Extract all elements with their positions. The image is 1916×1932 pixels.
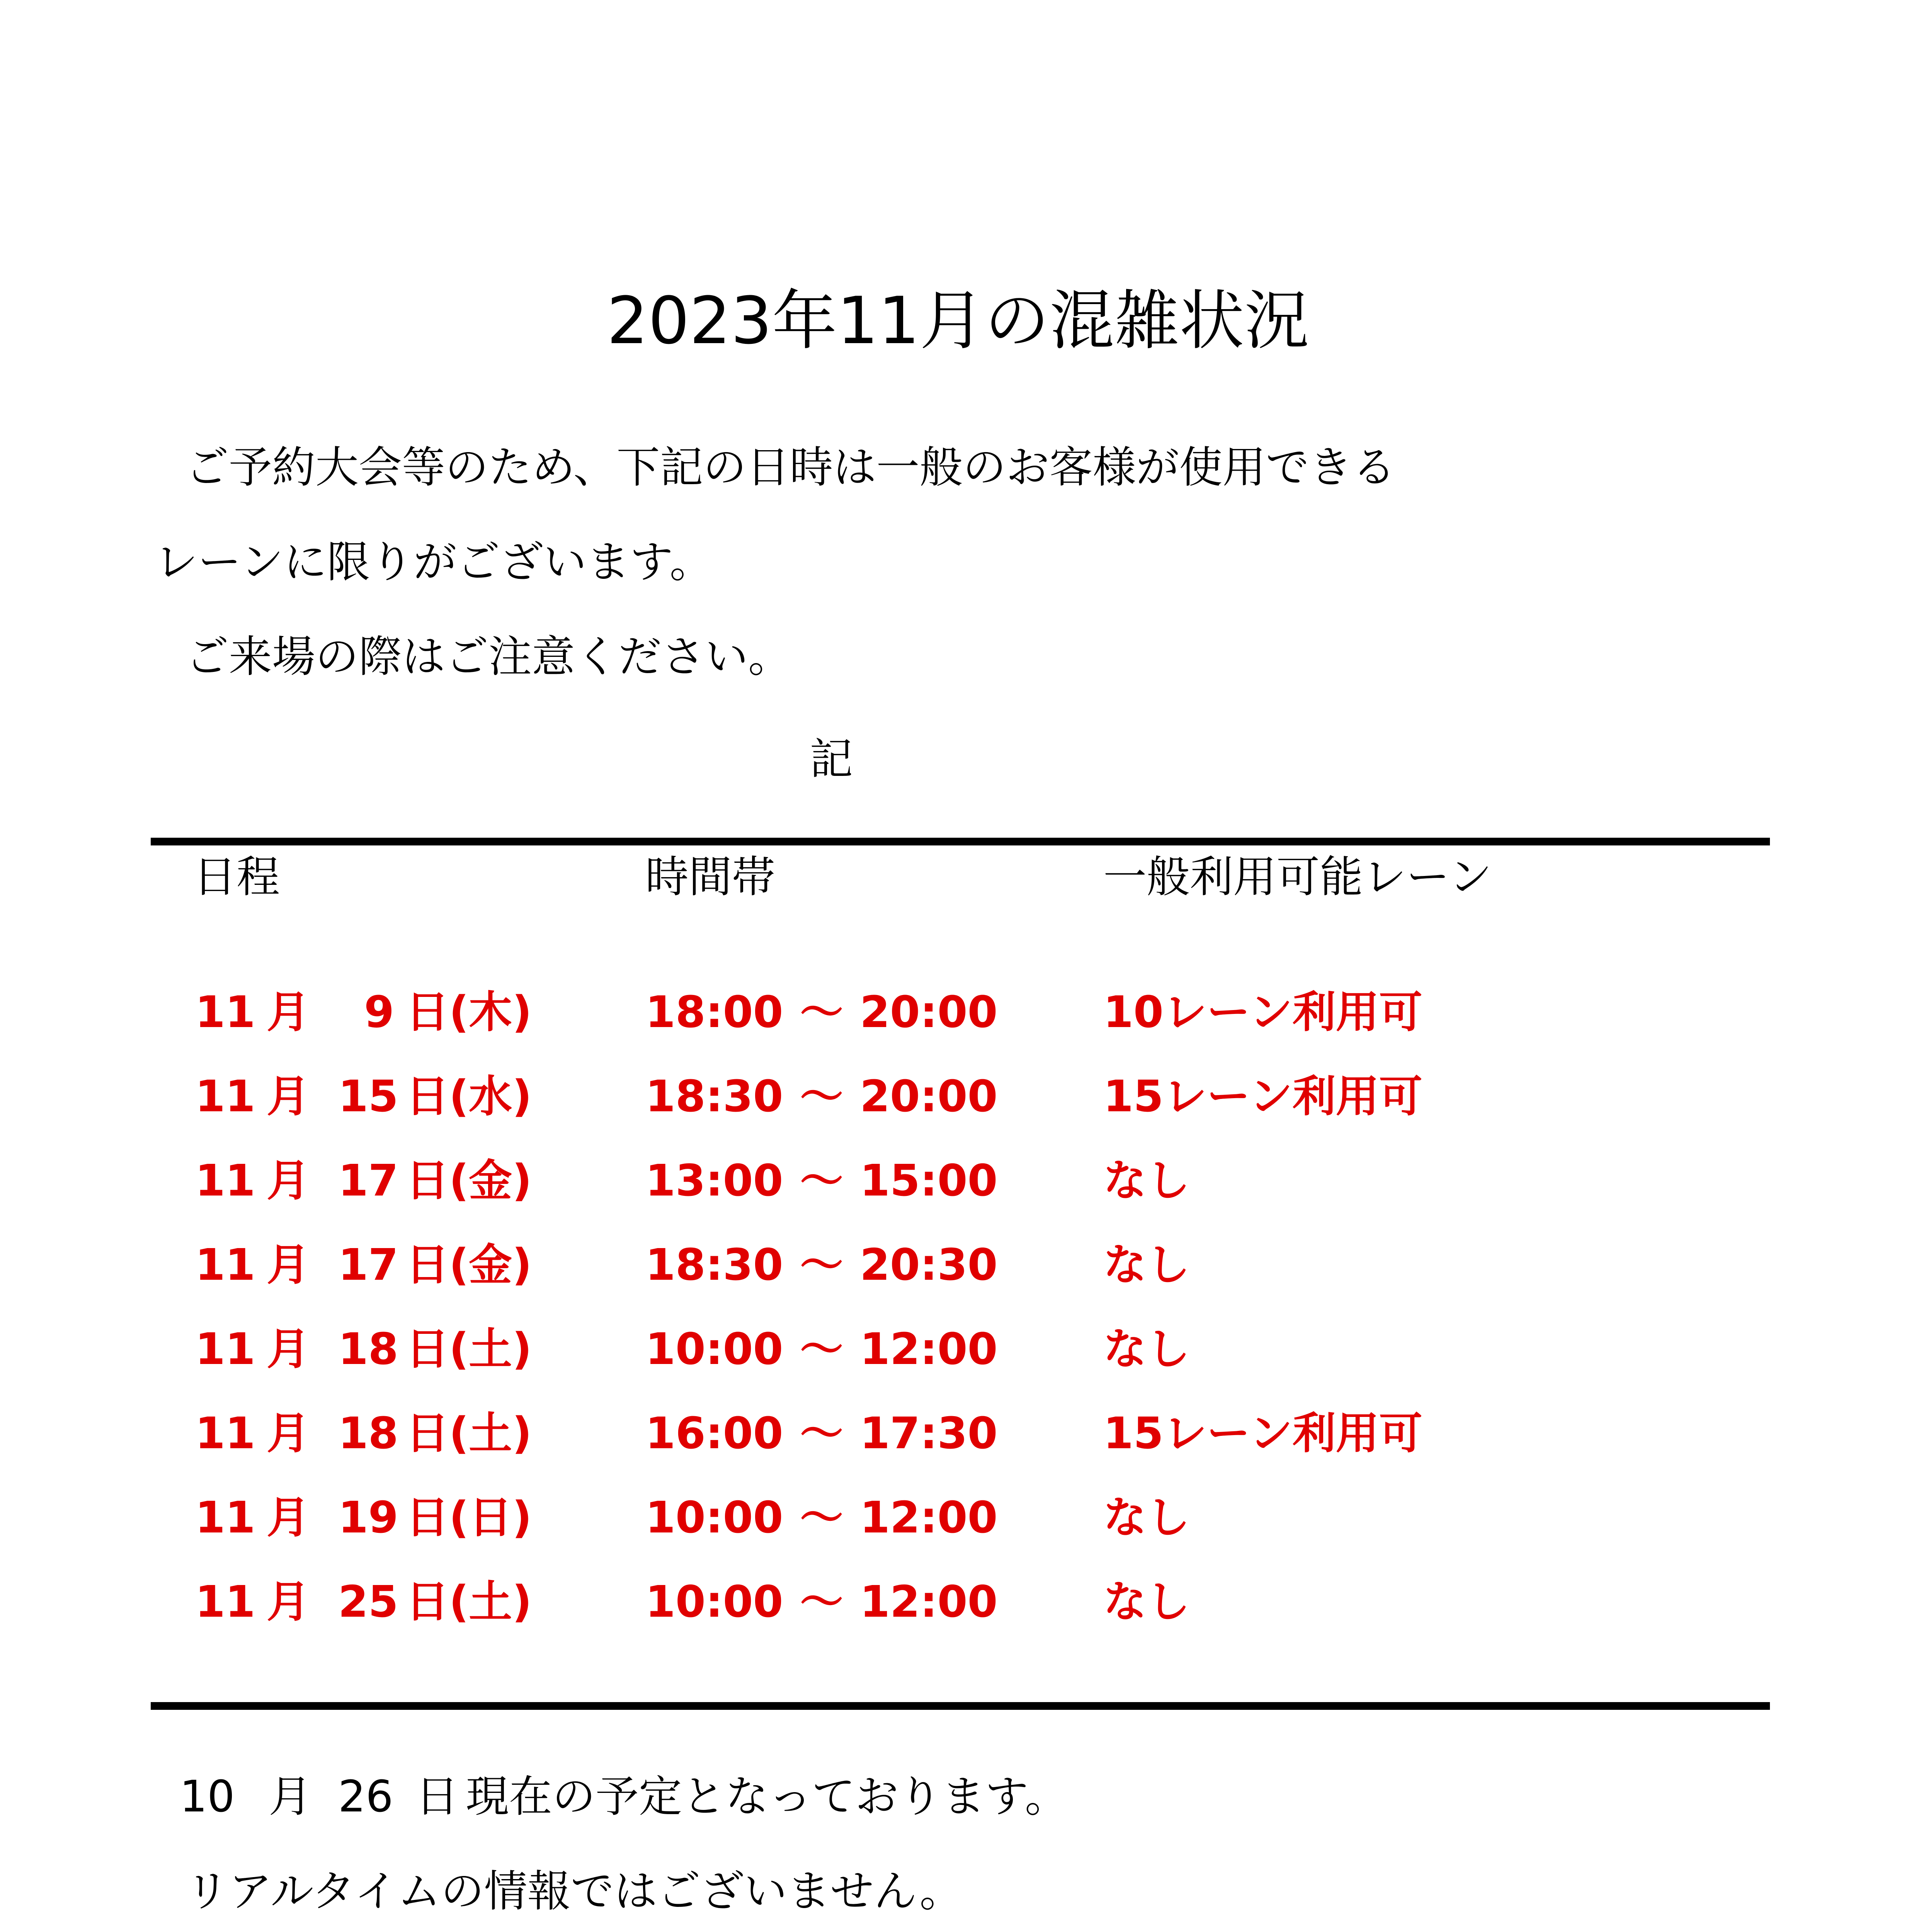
row-tilde: ～ — [800, 1493, 843, 1543]
row-day-unit: 日(金) — [406, 1156, 532, 1206]
row-start-time: 10:00 — [645, 1493, 783, 1543]
row-month-unit: 月 — [267, 1493, 310, 1543]
row-end-time: 17:30 — [860, 1408, 998, 1459]
row-day: 17 — [338, 1240, 398, 1290]
as-of-month: 10 — [180, 1772, 235, 1822]
table-bottom-rule — [151, 1702, 1770, 1710]
row-end-time: 12:00 — [860, 1493, 998, 1543]
row-day: 25 — [338, 1577, 398, 1627]
intro-line-2: レーンに限りがございます。 — [155, 537, 713, 587]
row-lanes: なし — [1103, 1324, 1190, 1374]
intro-line-1: ご予約大会等のため、下記の日時は一般のお客様が使用できる — [185, 442, 1396, 493]
row-day-unit: 日(金) — [406, 1240, 532, 1290]
as-of-day: 26 — [338, 1772, 393, 1822]
schedule-rows — [0, 985, 1916, 1659]
row-lanes: なし — [1103, 1240, 1190, 1290]
row-lanes: 15レーン利用可 — [1103, 1071, 1423, 1122]
row-tilde: ～ — [800, 1577, 843, 1627]
row-month: 11 — [195, 1493, 255, 1543]
table-row — [0, 1238, 1916, 1322]
as-of-text: 現在の予定となっております。 — [466, 1772, 1069, 1822]
row-tilde: ～ — [800, 1324, 843, 1374]
row-lanes: 15レーン利用可 — [1103, 1408, 1423, 1459]
header-date: 日程 — [193, 852, 280, 902]
row-end-time: 12:00 — [860, 1577, 998, 1627]
row-lanes: なし — [1103, 1577, 1190, 1627]
row-day: 15 — [338, 1071, 398, 1122]
row-month-unit: 月 — [267, 1408, 310, 1459]
row-end-time: 12:00 — [860, 1324, 998, 1374]
footer-line-2: リアルタイムの情報ではございません。 — [185, 1866, 963, 1917]
row-day-unit: 日(木) — [406, 987, 532, 1037]
row-day: 18 — [338, 1408, 398, 1459]
row-month-unit: 月 — [267, 1577, 310, 1627]
row-end-time: 15:00 — [860, 1156, 998, 1206]
row-month-unit: 月 — [267, 1156, 310, 1206]
table-row — [0, 1070, 1916, 1154]
row-day-unit: 日(土) — [406, 1408, 532, 1459]
row-day: 17 — [338, 1156, 398, 1206]
row-month-unit: 月 — [267, 1324, 310, 1374]
row-month: 11 — [195, 1071, 255, 1122]
table-row — [0, 1406, 1916, 1491]
row-end-time: 20:00 — [860, 1071, 998, 1122]
intro-line-3: ご来場の際はご注意ください。 — [185, 632, 791, 682]
row-start-time: 10:00 — [645, 1577, 783, 1627]
table-row — [0, 1491, 1916, 1575]
row-lanes: なし — [1103, 1493, 1190, 1543]
row-month-unit: 月 — [267, 987, 310, 1037]
row-start-time: 18:30 — [645, 1071, 783, 1122]
row-tilde: ～ — [800, 1071, 843, 1122]
table-row — [0, 985, 1916, 1070]
row-end-time: 20:00 — [860, 987, 998, 1037]
row-day: 18 — [338, 1324, 398, 1374]
row-start-time: 18:00 — [645, 987, 783, 1037]
table-top-rule — [151, 838, 1770, 845]
header-time: 時間帯 — [645, 852, 775, 902]
row-day-unit: 日(土) — [406, 1577, 532, 1627]
row-start-time: 16:00 — [645, 1408, 783, 1459]
row-month: 11 — [195, 1240, 255, 1290]
row-lanes: 10レーン利用可 — [1103, 987, 1423, 1037]
row-day-unit: 日(日) — [406, 1493, 532, 1543]
row-start-time: 10:00 — [645, 1324, 783, 1374]
row-day-unit: 日(土) — [406, 1324, 532, 1374]
as-of-month-unit: 月 — [269, 1772, 312, 1822]
row-day: 9 — [364, 987, 394, 1037]
ki-heading: 記 — [810, 734, 853, 784]
table-row — [0, 1154, 1916, 1238]
row-tilde: ～ — [800, 1156, 843, 1206]
row-end-time: 20:30 — [860, 1240, 998, 1290]
row-start-time: 18:30 — [645, 1240, 783, 1290]
row-month: 11 — [195, 1156, 255, 1206]
row-day-unit: 日(水) — [406, 1071, 532, 1122]
as-of-day-unit: 日 — [415, 1772, 459, 1822]
row-day: 19 — [338, 1493, 398, 1543]
table-row — [0, 1322, 1916, 1406]
row-tilde: ～ — [800, 1240, 843, 1290]
header-lanes: 一般利用可能レーン — [1103, 852, 1492, 902]
row-month: 11 — [195, 1324, 255, 1374]
page-title: 2023年11月の混雑状況 — [607, 283, 1309, 359]
row-start-time: 13:00 — [645, 1156, 783, 1206]
row-month: 11 — [195, 987, 255, 1037]
row-tilde: ～ — [800, 1408, 843, 1459]
row-month: 11 — [195, 1577, 255, 1627]
row-month-unit: 月 — [267, 1240, 310, 1290]
row-month-unit: 月 — [267, 1071, 310, 1122]
row-tilde: ～ — [800, 987, 843, 1037]
table-row — [0, 1575, 1916, 1659]
row-month: 11 — [195, 1408, 255, 1459]
row-lanes: なし — [1103, 1156, 1190, 1206]
